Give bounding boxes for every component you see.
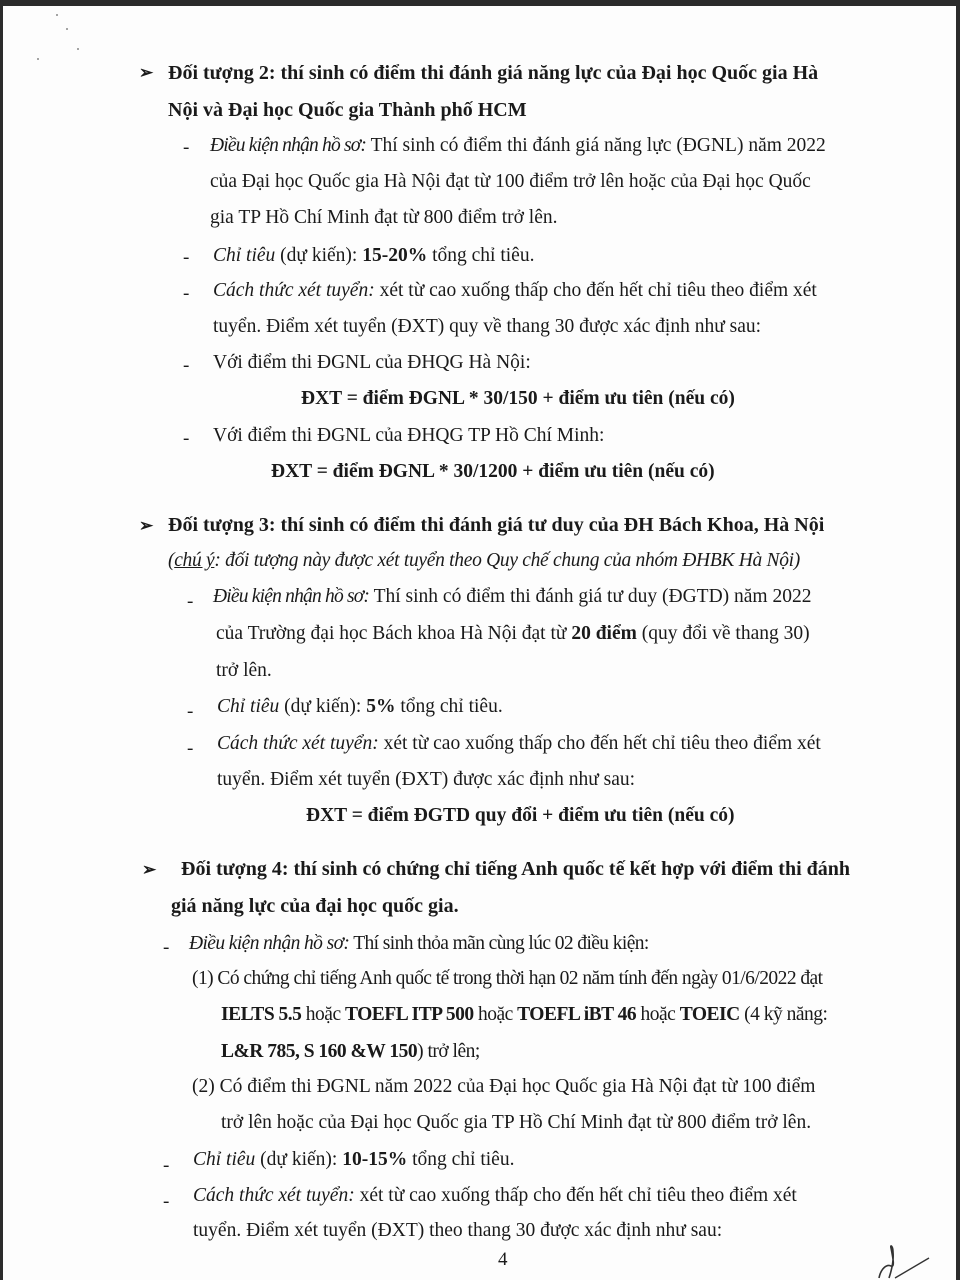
section-2-case-hcm: Với điểm thi ĐGNL của ĐHQG TP Hồ Chí Minh: [213, 425, 605, 446]
section-2-case-hanoi: Với điểm thi ĐGNL của ĐHQG Hà Nội: [213, 352, 531, 373]
dash-bullet-icon: - [163, 1191, 170, 1212]
section-2-method: Cách thức xét tuyển: xét từ cao xuống thấp cho đến hết chỉ tiêu theo điểm xét [213, 280, 817, 301]
section-4-item-2-cont: trở lên hoặc của Đại học Quốc gia TP Hồ Chí Minh đạt từ 800 điểm trở lên. [221, 1112, 812, 1133]
section-4-heading: Đối tượng 4: thí sinh có chứng chỉ tiếng Anh quốc tế kết hợp với điểm thi đánh [181, 858, 851, 880]
section-2-quota: Chỉ tiêu (dự kiến): 15-20% tổng chỉ tiêu. [213, 245, 535, 266]
arrow-bullet-icon: ➢ [142, 860, 157, 879]
section-3-heading: Đối tượng 3: thí sinh có điểm thi đánh giá tư duy của ĐH Bách Khoa, Hà Nội [168, 514, 825, 536]
section-3-method-cont: tuyển. Điểm xét tuyển (ĐXT) được xác định như sau: [217, 769, 636, 790]
dash-bullet-icon: - [183, 355, 190, 376]
dash-bullet-icon: - [187, 701, 194, 722]
scan-speck [56, 14, 58, 16]
section-4-quota: Chỉ tiêu (dự kiến): 10-15% tổng chỉ tiêu. [193, 1149, 515, 1170]
scan-speck [37, 58, 39, 60]
page-number: 4 [498, 1249, 508, 1270]
dash-bullet-icon: - [187, 738, 194, 759]
section-3-condition-cont: của Trường đại học Bách khoa Hà Nội đạt từ 20 điểm (quy đổi về thang 30) [216, 623, 810, 644]
document-page [3, 6, 956, 1280]
signature-mark-icon [869, 1230, 949, 1280]
condition-label: Điều kiện nhận hồ sơ: [210, 135, 367, 156]
section-3-formula: ĐXT = điểm ĐGTD quy đổi + điểm ưu tiên (nếu có) [306, 805, 735, 826]
section-3-note: (chú ý: đối tượng này được xét tuyển theo Quy chế chung của nhóm ĐHBK Hà Nội) [168, 550, 800, 571]
dash-bullet-icon: - [187, 591, 194, 612]
arrow-bullet-icon: ➢ [139, 63, 154, 82]
section-4-condition: Điều kiện nhận hồ sơ: Thí sinh thỏa mãn cùng lúc 02 điều kiện: [189, 933, 649, 954]
dash-bullet-icon: - [163, 937, 170, 958]
section-4-item-2: (2) Có điểm thi ĐGNL năm 2022 của Đại học Quốc gia Hà Nội đạt từ 100 điểm [192, 1076, 816, 1097]
section-3-quota: Chỉ tiêu (dự kiến): 5% tổng chỉ tiêu. [217, 696, 503, 717]
quota-value: 10-15% [342, 1149, 408, 1170]
quota-value: 15-20% [362, 245, 428, 266]
section-4-method: Cách thức xét tuyển: xét từ cao xuống thấp cho đến hết chỉ tiêu theo điểm xét [193, 1185, 797, 1206]
section-2-condition: Điều kiện nhận hồ sơ: Thí sinh có điểm thi đánh giá năng lực (ĐGNL) năm 2022 [210, 135, 826, 156]
section-4-heading-cont: giá năng lực của đại học quốc gia. [171, 895, 459, 917]
dash-bullet-icon: - [183, 247, 190, 268]
section-3-condition: Điều kiện nhận hồ sơ: Thí sinh có điểm thi đánh giá tư duy (ĐGTD) năm 2022 [213, 586, 812, 607]
section-2-heading-cont: Nội và Đại học Quốc gia Thành phố HCM [168, 99, 527, 121]
section-3-condition-cont: trở lên. [216, 660, 272, 681]
dash-bullet-icon: - [163, 1155, 170, 1176]
section-4-item-1-cont: IELTS 5.5 hoặc TOEFL ITP 500 hoặc TOEFL iBT 46 hoặc TOEIC (4 kỹ năng: [221, 1004, 828, 1025]
scan-speck [77, 48, 79, 50]
section-2-condition-cont: của Đại học Quốc gia Hà Nội đạt từ 100 điểm trở lên hoặc của Đại học Quốc [210, 171, 811, 192]
section-3-method: Cách thức xét tuyển: xét từ cao xuống thấp cho đến hết chỉ tiêu theo điểm xét [217, 733, 821, 754]
dash-bullet-icon: - [183, 428, 190, 449]
scan-speck [66, 28, 68, 30]
section-2-formula-hanoi: ĐXT = điểm ĐGNL * 30/150 + điểm ưu tiên (nếu có) [301, 388, 735, 409]
section-4-item-1-cont: L&R 785, S 160 &W 150) trở lên; [221, 1041, 480, 1062]
section-2-condition-cont: gia TP Hồ Chí Minh đạt từ 800 điểm trở lên. [210, 207, 558, 228]
dash-bullet-icon: - [183, 283, 190, 304]
section-2-method-cont: tuyển. Điểm xét tuyển (ĐXT) quy về thang 30 được xác định như sau: [213, 316, 762, 337]
arrow-bullet-icon: ➢ [139, 516, 154, 535]
section-4-method-cont: tuyển. Điểm xét tuyển (ĐXT) theo thang 30 được xác định như sau: [193, 1220, 723, 1241]
section-4-item-1: (1) Có chứng chỉ tiếng Anh quốc tế trong thời hạn 02 năm tính đến ngày 01/6/2022 đạt [192, 968, 823, 989]
section-2-heading: Đối tượng 2: thí sinh có điểm thi đánh giá năng lực của Đại học Quốc gia Hà [168, 62, 819, 84]
dash-bullet-icon: - [183, 137, 190, 158]
section-2-formula-hcm: ĐXT = điểm ĐGNL * 30/1200 + điểm ưu tiên (nếu có) [271, 461, 715, 482]
quota-value: 5% [366, 696, 396, 717]
